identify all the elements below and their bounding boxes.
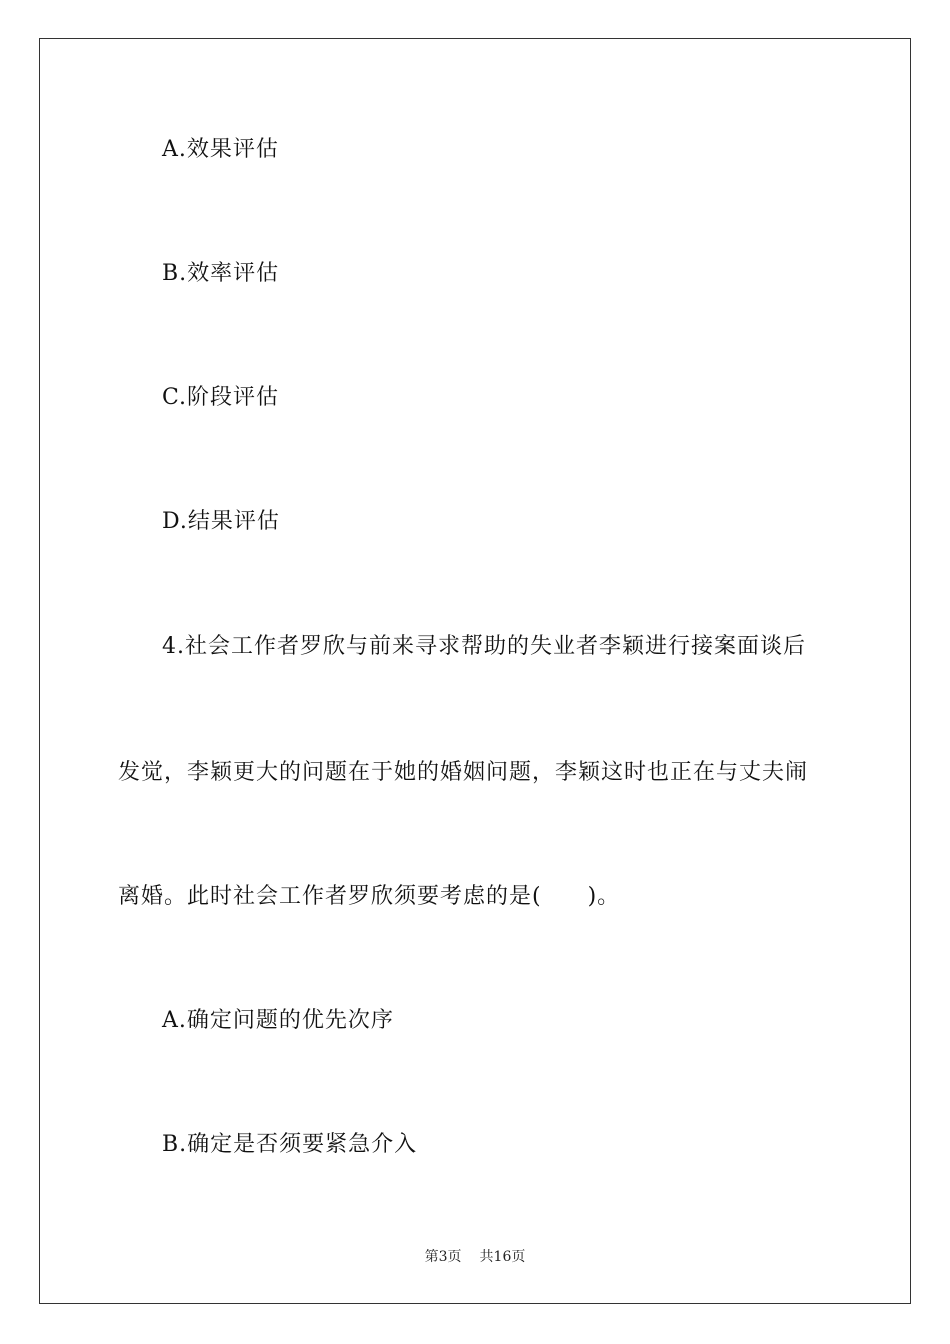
option-a: A.确定问题的优先次序 [162,1008,394,1033]
option-b: B.确定是否须要紧急介入 [162,1132,418,1157]
question-line-2: 发觉，李颖更大的问题在于她的婚姻问题，李颖这时也正在与丈夫闹 [118,760,809,785]
option-b-prev: B.效率评估 [162,261,280,286]
page-number: 第3页 [424,1249,462,1265]
option-c-prev: C.阶段评估 [162,385,280,410]
page-footer [0,1247,950,1267]
page-border [39,38,911,1304]
page-total: 共16页 [479,1249,526,1265]
question-line-3: 离婚。此时社会工作者罗欣须要考虑的是( )。 [118,884,621,909]
option-d-prev: D.结果评估 [162,509,280,534]
question-line-1: 4.社会工作者罗欣与前来寻求帮助的失业者李颖进行接案面谈后 [162,634,806,659]
option-a-prev: A.效果评估 [162,137,279,162]
